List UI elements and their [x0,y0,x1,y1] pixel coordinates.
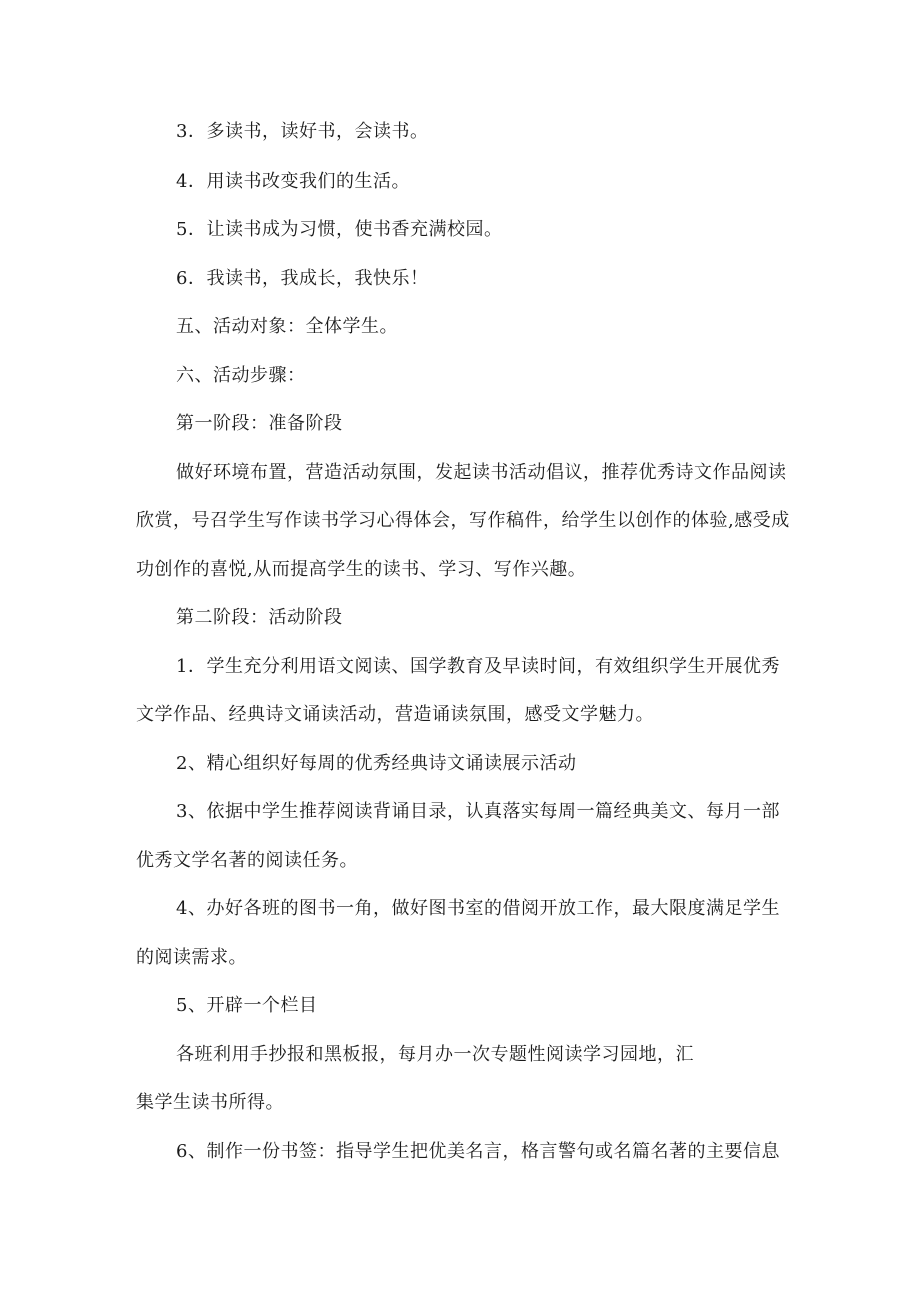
paragraph-line: 1．学生充分利用语文阅读、国学教育及早读时间，有效组织学生开展优秀 [176,656,780,677]
paragraph-line: 的阅读需求。 [136,947,247,968]
slogan-4: 4．用读书改变我们的生活。 [176,171,410,192]
paragraph-line: 文学作品、经典诗文诵读活动，营造诵读氛围，感受文学魅力。 [136,704,654,725]
slogan-5: 5．让读书成为习惯，使书香充满校园。 [176,219,503,240]
paragraph-line: 欣赏，号召学生写作读书学习心得体会，写作稿件，给学生以创作的体验,感受成 [136,510,790,531]
stage-2-heading: 第二阶段：活动阶段 [176,607,343,628]
paragraph-line: 功创作的喜悦,从而提高学生的读书、学习、写作兴趣。 [136,559,587,580]
slogan-6: 6．我读书，我成长，我快乐！ [176,268,429,289]
section-heading-5: 五、活动对象：全体学生。 [176,316,398,337]
slogan-3: 3．多读书，读好书，会读书。 [176,121,429,142]
section-heading-6: 六、活动步骤： [176,365,306,386]
paragraph-line: 各班利用手抄报和黑板报，每月办一次专题性阅读学习园地，汇 [176,1044,694,1065]
stage-1-heading: 第一阶段：准备阶段 [176,413,343,434]
paragraph-line: 5、开辟一个栏目 [176,995,318,1016]
paragraph-line: 集学生读书所得。 [136,1092,284,1113]
paragraph-line: 2、精心组织好每周的优秀经典诗文诵读展示活动 [176,753,577,774]
paragraph-line: 3、依据中学生推荐阅读背诵目录，认真落实每周一篇经典美文、每月一部 [176,801,780,822]
paragraph-line: 6、制作一份书签：指导学生把优美名言，格言警句或名篇名著的主要信息 [176,1141,780,1162]
paragraph-line: 优秀文学名著的阅读任务。 [136,850,358,871]
paragraph-line: 4、办好各班的图书一角，做好图书室的借阅开放工作，最大限度满足学生 [176,898,780,919]
paragraph-line: 做好环境布置，营造活动氛围，发起读书活动倡议，推荐优秀诗文作品阅读 [176,462,787,483]
